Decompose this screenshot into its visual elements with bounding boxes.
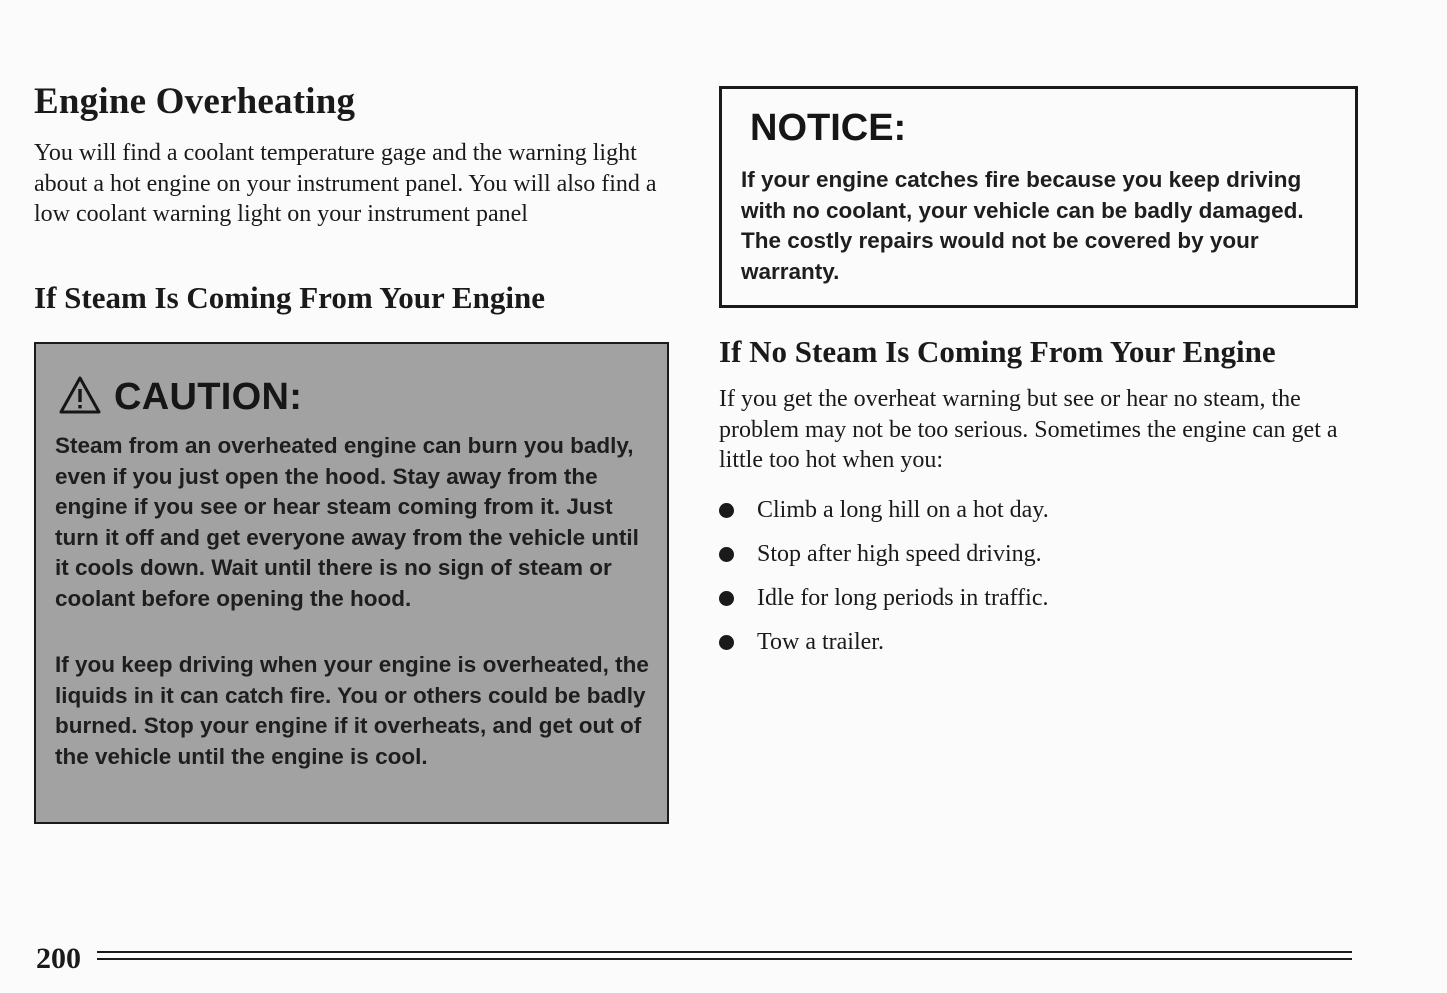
list-item-text: Tow a trailer. [757,628,884,655]
list-item-text: Stop after high speed driving. [757,540,1042,567]
notice-title: NOTICE: [750,107,907,149]
intro-paragraph: You will find a coolant temperature gage and the warning light about a hot engine on your instrument panel. You will also find a low coolant warning light on your instrument panel [34,140,657,227]
list-item-text: Climb a long hill on a hot day. [757,496,1049,523]
footer-rule [97,951,1352,960]
condition-list [719,488,1049,664]
list-item [719,532,1049,576]
notice-box [719,86,1358,308]
caution-paragraph: If you keep driving when your engine is overheated, the liquids in it can catch fire. You or others could be badly burned. Stop your engine if it overheats, and get out of the vehicle until the engine is cool. [55,652,649,769]
list-item-text: Idle for long periods in traffic. [757,584,1049,611]
bullet-icon [719,635,734,650]
list-item [719,488,1049,532]
caution-box [34,342,669,824]
page-number: 200 [36,942,81,975]
steam-section-heading: If Steam Is Coming From Your Engine [34,280,545,315]
caution-header [58,372,302,422]
list-item [719,620,1049,664]
bullet-icon [719,591,734,606]
no-steam-intro: If you get the overheat warning but see or hear no steam, the problem may not be too serious. Sometimes the engine can get a little too hot when you: [719,386,1338,473]
page-title: Engine Overheating [34,81,356,122]
notice-text: If your engine catches fire because you keep driving with no coolant, your vehicle can be badly damaged. The costly repairs would not be covered by your warranty. [741,167,1304,284]
list-item [719,576,1049,620]
bullet-icon [719,503,734,518]
no-steam-section-heading: If No Steam Is Coming From Your Engine [719,334,1276,369]
warning-triangle-icon [58,375,102,420]
caution-paragraph: Steam from an overheated engine can burn you badly, even if you just open the hood. Stay away from the engine if you see or hear steam coming from it. Just turn it off and get everyone away from the vehicle until it cools down. Wait until there is no sign of steam or coolant before opening the hood. [55,433,639,611]
caution-title: CAUTION: [114,375,303,418]
bullet-icon [719,547,734,562]
